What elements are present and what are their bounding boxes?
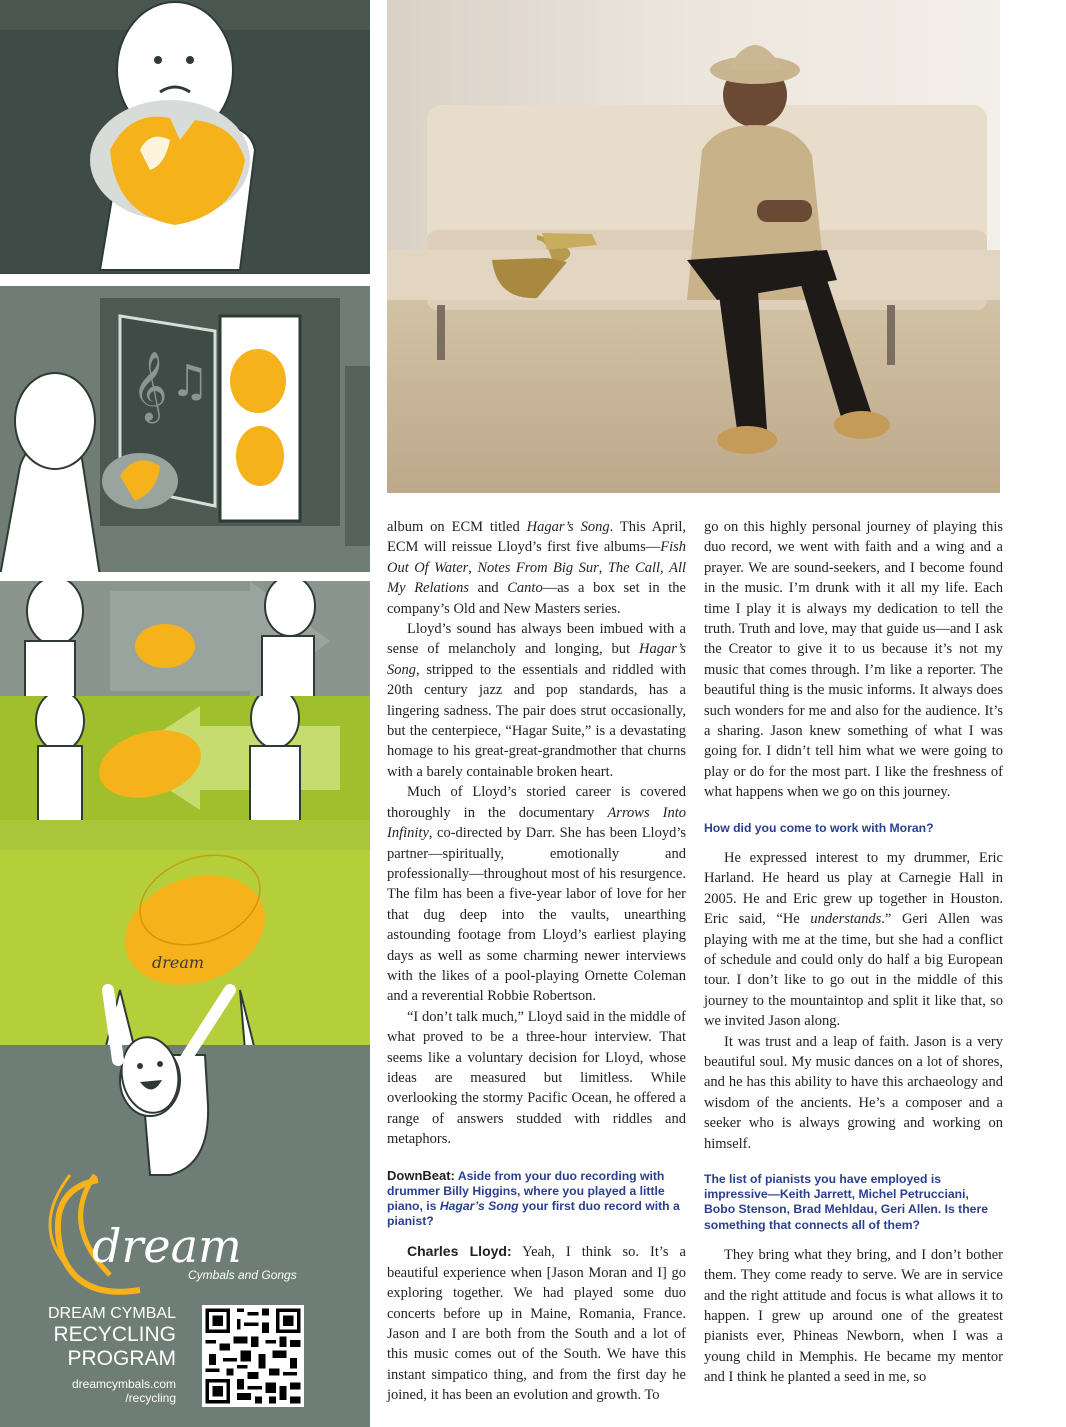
paragraph: He expressed interest to my drummer, Eric Harland. He heard us play at Carnegie Hall in 2005. He and Eric grew up together in Houston. Eric said, “He understands.” Geri Allen was playing with me at the time, but she had a conflict of schedule and could only do half a big European tour. I don’t like to go out in the middle of this journey to the mountaintop and split it like that, so we invited Jason along. bbox=[704, 849, 1003, 1030]
logo-wordmark: dream bbox=[92, 1219, 242, 1273]
paragraph: go on this highly personal journey of playing this duo record, we went with faith and a wing and a prayer. We are sound-seekers, and I become found in the music. I’m drunk with it all my life. Each time I play it is always my dedication to tell the truth. Truth and love, may that guide us—and I ask the Creator to give it to us because it’s not my music that comes through. I’m like a reporter. The beautiful thing is the music informs. It always does such wonders for me and also for the audience. It’s a sharing. Jason knew something of what I was going for. I didn’t tell him what we were going to play or do for the most part. I like the freshness of what happens when we go on this journey. bbox=[704, 519, 1003, 801]
interview-question: DownBeat: Aside from your duo recording with drummer Billy Higgins, where you played a little piano, is Hagar’s Song your first duo record with a pianist? bbox=[387, 1167, 680, 1229]
dream-logo-icon bbox=[0, 0, 370, 1427]
paragraph: Much of Lloyd’s storied career is covered thoroughly in the documentary Arrows Into Infinity, co-directed by Darr. She has been Lloyd’s partner—spiritually, emotionally and professionally—throughout most of his resurgence. The film has been a five-year labor of love for her that dug deep into the vaults, unearthing astounding footage from Lloyd’s earliest playing days as well as some charming newer interviews with the likes of a pool-playing Ornette Coleman and a reverential Robbie Robertson. bbox=[387, 784, 686, 1005]
ad-tagline: Cymbals and Gongs bbox=[188, 1268, 297, 1282]
interview-answer: Charles Lloyd: Yeah, I think so. It’s a beautiful experience when [Jason Moran and I] go exploring together. We had played some duo concerts before up in Maine, Romania, France. Jason and I are both from the South and a lot of this music comes out of the South. We have this instant simpatico thing, and from the first day he joined, it has been an evolution and growth. To bbox=[387, 1243, 686, 1404]
program-line-1: DREAM CYMBAL bbox=[47, 1305, 176, 1322]
interview-question: How did you come to work with Moran? bbox=[704, 820, 934, 835]
paragraph: album on ECM titled Hagar’s Song. This April, ECM will reissue Lloyd’s first five albums—Fish Out Of Water, Notes From Big Sur, The Call, All My Relations and Canto—as a box set in the company’s Old and New Masters series. bbox=[387, 519, 687, 617]
charles-lloyd-photo bbox=[387, 0, 1000, 493]
article-column-1 bbox=[387, 517, 686, 1417]
svg-text:♫: ♫ bbox=[170, 356, 210, 407]
ad-url-line-1[interactable]: dreamcymbals.com bbox=[71, 1377, 176, 1391]
interview-question: The list of pianists you have employed is impressive—Keith Jarrett, Michel Petrucciani, Bobo Stenson, Brad Mehldau, Geri Allen. Is there something that connects all of them? bbox=[704, 1171, 988, 1232]
program-line-2: RECYCLING bbox=[53, 1323, 176, 1346]
paragraph: It was trust and a leap of faith. Jason is a very beautiful soul. My music dances on a lot of shores, and he has this ability to have this archaeology and wisdom of the ancients. He’s a composer and a seeker who is always growing and working on himself. bbox=[704, 1033, 1003, 1152]
ad-url-line-2[interactable]: /recycling bbox=[125, 1391, 176, 1405]
program-line-3: PROGRAM bbox=[67, 1347, 176, 1370]
svg-text:𝄞: 𝄞 bbox=[132, 351, 168, 421]
cymbal-brand-mark: dream bbox=[152, 953, 205, 972]
paragraph: Lloyd’s sound has always been imbued with a sense of melancholy and longing, but Hagar’s Song, stripped to the essentials and riddled with 20th century jazz and pop standards, has a lingering sadness. The pair does strut occasionally, but the centerpiece, “Hagar Suite,” is a devastating homage to his great-great-grandmother that churns with a barely containable broken heart. bbox=[387, 621, 686, 780]
paragraph: They bring what they bring, and I don’t bother them. They come ready to serve. We are in service and the right attitude and focus is what allows it to happen. I grew up around one of the greatest pianists ever, Phineas Newborn, when I was a young child in Memphis. He became my mentor and I think he planted a seed in me, so bbox=[704, 1246, 1003, 1386]
paragraph: “I don’t talk much,” Lloyd said in the middle of what proved to be a three-hour interview. That seems like a voluntary decision for Lloyd, whose ideas are measured but limitless. While overlooking the stormy Pacific Ocean, he offered a range of answers studded with riddles and metaphors. bbox=[387, 1008, 686, 1148]
article-column-2 bbox=[704, 517, 1003, 1417]
